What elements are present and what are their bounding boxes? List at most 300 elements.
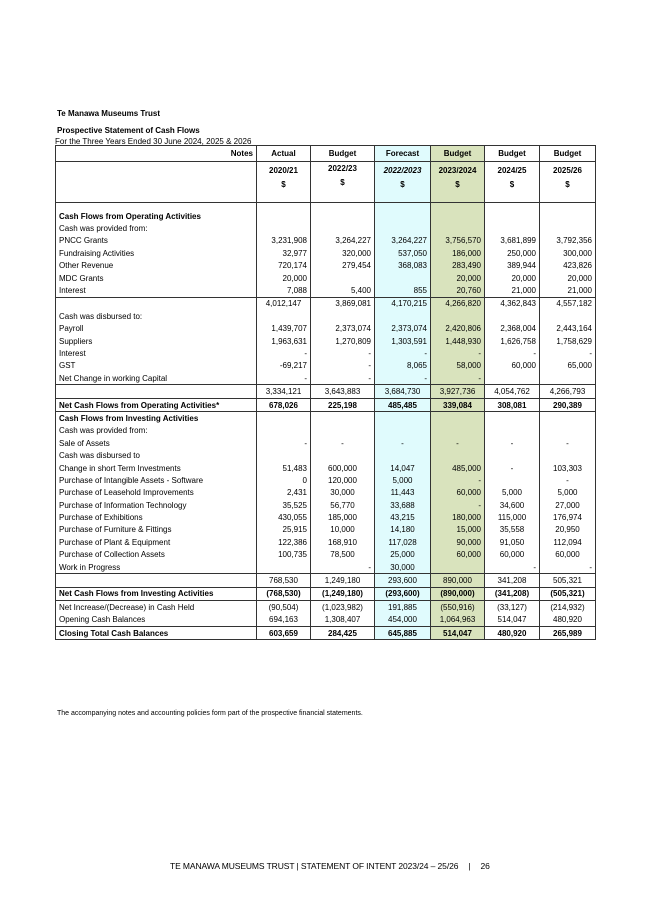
table-row-op-net (56, 398, 596, 411)
value-cell: - (431, 499, 485, 511)
value-cell: - (540, 347, 596, 359)
row-label: Purchase of Intangible Assets - Software (56, 474, 257, 486)
value-cell: 283,490 (431, 260, 485, 272)
value-cell: 30,000 (375, 561, 431, 574)
value-cell: 3,869,081 (311, 297, 375, 310)
row-label: Net Cash Flows from Operating Activities* (56, 398, 257, 411)
value-cell: 14,047 (375, 462, 431, 474)
value-cell: 35,525 (257, 499, 311, 511)
row-label: PNCC Grants (56, 235, 257, 247)
row-label (56, 297, 257, 310)
value-cell: 1,303,591 (375, 335, 431, 347)
value-cell: 103,303 (540, 462, 596, 474)
table-row-furniture (56, 524, 596, 536)
value-cell: 60,000 (431, 487, 485, 499)
row-label: Interest (56, 284, 257, 297)
value-cell: 4,266,820 (431, 297, 485, 310)
value-cell: 4,054,762 (485, 385, 540, 398)
table-row-fundraising (56, 247, 596, 259)
value-cell: 694,163 (257, 614, 311, 627)
table-row-op-in-total (56, 297, 596, 310)
value-cell: 65,000 (540, 360, 596, 372)
value-cell: 3,681,899 (485, 235, 540, 247)
value-cell: 2,443,164 (540, 323, 596, 335)
row-label: Purchase of Plant & Equipment (56, 536, 257, 548)
table-row-pncc (56, 235, 596, 247)
value-cell: 33,688 (375, 499, 431, 511)
value-cell: 3,792,356 (540, 235, 596, 247)
value-cell: 855 (375, 284, 431, 297)
value-cell: 480,920 (485, 626, 540, 639)
value-cell: 25,915 (257, 524, 311, 536)
empty-cell (485, 425, 540, 437)
value-cell: 185,000 (311, 511, 375, 523)
value-cell: 3,927,736 (431, 385, 485, 398)
value-cell: (1,249,180) (311, 587, 375, 600)
value-cell: 8,065 (375, 360, 431, 372)
row-label: Purchase of Information Technology (56, 499, 257, 511)
value-cell (375, 272, 431, 284)
value-cell: 645,885 (375, 626, 431, 639)
value-cell: (768,530) (257, 587, 311, 600)
empty-cell (431, 222, 485, 234)
empty-cell (540, 412, 596, 425)
value-cell: - (485, 462, 540, 474)
value-cell: 600,000 (311, 462, 375, 474)
value-cell: 4,266,793 (540, 385, 596, 398)
spacer-cell (431, 203, 485, 211)
row-label: Net Change in working Capital (56, 372, 257, 385)
empty-cell (375, 222, 431, 234)
row-label: Opening Cash Balances (56, 614, 257, 627)
value-cell: 32,977 (257, 247, 311, 259)
value-cell: - (311, 437, 375, 449)
table-row-wip (56, 561, 596, 574)
empty-cell (311, 425, 375, 437)
empty-cell (257, 449, 311, 461)
value-cell: 3,643,883 (311, 385, 375, 398)
row-label: Payroll (56, 323, 257, 335)
table-row-other-rev (56, 260, 596, 272)
section-heading-row (56, 449, 596, 461)
value-cell: - (311, 347, 375, 359)
spacer-cell (540, 203, 596, 211)
value-cell: (33,127) (485, 601, 540, 614)
spacer-cell (375, 203, 431, 211)
col-type-forecast: Forecast (375, 146, 431, 162)
value-cell (485, 474, 540, 486)
section-heading-row (56, 222, 596, 234)
value-cell: - (311, 360, 375, 372)
empty-cell (311, 449, 375, 461)
value-cell: - (540, 561, 596, 574)
value-cell: 180,000 (431, 511, 485, 523)
value-cell: 10,000 (311, 524, 375, 536)
value-cell: 505,321 (540, 574, 596, 587)
value-cell: (505,321) (540, 587, 596, 600)
period-subtitle: For the Three Years Ended 30 June 2024, 2025 & 2026 (55, 137, 252, 146)
value-cell: 5,000 (375, 474, 431, 486)
empty-cell (375, 412, 431, 425)
section-heading: Cash was provided from: (56, 222, 257, 234)
section-heading: Cash was disbursed to: (56, 310, 257, 322)
col-type-budget-2526: Budget (540, 146, 596, 162)
value-cell: - (485, 561, 540, 574)
col-type-actual: Actual (257, 146, 311, 162)
empty-cell (485, 449, 540, 461)
value-cell: 58,000 (431, 360, 485, 372)
value-cell: 20,950 (540, 524, 596, 536)
value-cell: 7,088 (257, 284, 311, 297)
value-cell: 603,659 (257, 626, 311, 639)
empty-cell (431, 310, 485, 322)
row-label: Fundraising Activities (56, 247, 257, 259)
page-footer (170, 861, 490, 871)
value-cell: 117,028 (375, 536, 431, 548)
value-cell: 1,308,407 (311, 614, 375, 627)
value-cell: 35,558 (485, 524, 540, 536)
value-cell: 1,963,631 (257, 335, 311, 347)
cash-flow-table (55, 145, 596, 640)
value-cell: 514,047 (431, 626, 485, 639)
value-cell: -69,217 (257, 360, 311, 372)
spacer-row (56, 203, 596, 211)
table-row-op-out-total (56, 385, 596, 398)
row-label: Work in Progress (56, 561, 257, 574)
header-row-type (56, 146, 596, 162)
value-cell: 120,000 (311, 474, 375, 486)
table-row-inv-net (56, 587, 596, 600)
value-cell: 30,000 (311, 487, 375, 499)
row-label: Net Cash Flows from Investing Activities (56, 587, 257, 600)
value-cell: 25,000 (375, 549, 431, 561)
value-cell: - (375, 372, 431, 385)
value-cell: 21,000 (540, 284, 596, 297)
value-cell: - (431, 347, 485, 359)
empty-cell (431, 412, 485, 425)
row-label (56, 574, 257, 587)
value-cell: 60,000 (485, 360, 540, 372)
empty-cell (485, 222, 540, 234)
table-row-payroll (56, 323, 596, 335)
notes-blank (56, 162, 257, 203)
value-cell: 4,170,215 (375, 297, 431, 310)
empty-cell (257, 310, 311, 322)
col-year-budget-2223: 2022/23 $ (311, 162, 375, 203)
value-cell: 423,826 (540, 260, 596, 272)
value-cell: - (257, 437, 311, 449)
value-cell: (90,504) (257, 601, 311, 614)
value-cell: 265,989 (540, 626, 596, 639)
empty-cell (375, 310, 431, 322)
row-label (56, 385, 257, 398)
table-row-wc (56, 372, 596, 385)
col-year-budget-2526: 2025/26 $ (540, 162, 596, 203)
col-year-budget-2425: 2024/25 $ (485, 162, 540, 203)
value-cell: 225,198 (311, 398, 375, 411)
value-cell: - (311, 372, 375, 385)
section-heading-row (56, 425, 596, 437)
table-row-interest-in (56, 284, 596, 297)
value-cell: 290,389 (540, 398, 596, 411)
value-cell: 1,448,930 (431, 335, 485, 347)
footnote: The accompanying notes and accounting policies form part of the prospective financial statements. (57, 710, 363, 717)
section-heading-row (56, 412, 596, 425)
value-cell (540, 372, 596, 385)
table-row-closing (56, 626, 596, 639)
value-cell: - (375, 437, 431, 449)
table-row-interest-out (56, 347, 596, 359)
col-year-actual: 2020/21 $ (257, 162, 311, 203)
value-cell: - (485, 437, 540, 449)
value-cell: 1,064,963 (431, 614, 485, 627)
empty-cell (257, 425, 311, 437)
row-label: Purchase of Leasehold Improvements (56, 487, 257, 499)
value-cell: (550,916) (431, 601, 485, 614)
table-row-inv-total (56, 574, 596, 587)
value-cell: 90,000 (431, 536, 485, 548)
row-label: MDC Grants (56, 272, 257, 284)
row-label: Closing Total Cash Balances (56, 626, 257, 639)
value-cell: 60,000 (540, 549, 596, 561)
value-cell: 4,012,147 (257, 297, 311, 310)
value-cell: 300,000 (540, 247, 596, 259)
empty-cell (431, 449, 485, 461)
empty-cell (311, 222, 375, 234)
empty-cell (257, 222, 311, 234)
value-cell: 51,483 (257, 462, 311, 474)
col-year-budget-2324: 2023/2024 $ (431, 162, 485, 203)
value-cell: 3,684,730 (375, 385, 431, 398)
section-heading: Cash was provided from: (56, 425, 257, 437)
col-type-budget-2425: Budget (485, 146, 540, 162)
value-cell: 56,770 (311, 499, 375, 511)
value-cell: - (485, 347, 540, 359)
footer-text: TE MANAWA MUSEUMS TRUST | STATEMENT OF INTENT 2023/24 – 25/26 (170, 861, 459, 871)
row-label: Purchase of Exhibitions (56, 511, 257, 523)
value-cell: 389,944 (485, 260, 540, 272)
value-cell: 91,050 (485, 536, 540, 548)
table-row-gst (56, 360, 596, 372)
value-cell: 4,362,843 (485, 297, 540, 310)
page-number: 26 (480, 861, 490, 871)
value-cell: 21,000 (485, 284, 540, 297)
value-cell: 34,600 (485, 499, 540, 511)
value-cell: 485,485 (375, 398, 431, 411)
value-cell: 284,425 (311, 626, 375, 639)
value-cell: 60,000 (431, 549, 485, 561)
table-row-sale-assets (56, 437, 596, 449)
value-cell: - (431, 474, 485, 486)
empty-cell (540, 210, 596, 222)
empty-cell (540, 449, 596, 461)
col-type-budget-2324: Budget (431, 146, 485, 162)
row-label: Interest (56, 347, 257, 359)
value-cell: 1,270,809 (311, 335, 375, 347)
value-cell: 720,174 (257, 260, 311, 272)
value-cell: 250,000 (485, 247, 540, 259)
table-row-mdc (56, 272, 596, 284)
row-label: GST (56, 360, 257, 372)
empty-cell (431, 425, 485, 437)
value-cell: 5,000 (540, 487, 596, 499)
value-cell: 339,084 (431, 398, 485, 411)
table-row-collection (56, 549, 596, 561)
value-cell: 20,000 (540, 272, 596, 284)
value-cell: 176,974 (540, 511, 596, 523)
value-cell: 308,081 (485, 398, 540, 411)
value-cell: 2,420,806 (431, 323, 485, 335)
col-type-budget-2223: Budget (311, 146, 375, 162)
value-cell: - (540, 437, 596, 449)
value-cell: 293,600 (375, 574, 431, 587)
value-cell: 100,735 (257, 549, 311, 561)
empty-cell (311, 412, 375, 425)
value-cell: - (257, 347, 311, 359)
value-cell (311, 272, 375, 284)
header-row-year (56, 162, 596, 203)
value-cell: 186,000 (431, 247, 485, 259)
table-row-suppliers (56, 335, 596, 347)
value-cell: 1,758,629 (540, 335, 596, 347)
empty-cell (540, 310, 596, 322)
row-label: Purchase of Furniture & Fittings (56, 524, 257, 536)
value-cell: 191,885 (375, 601, 431, 614)
value-cell: 1,249,180 (311, 574, 375, 587)
value-cell: 5,000 (485, 487, 540, 499)
value-cell: 480,920 (540, 614, 596, 627)
empty-cell (257, 210, 311, 222)
table-row-net-change (56, 601, 596, 614)
value-cell: 2,431 (257, 487, 311, 499)
row-label: Sale of Assets (56, 437, 257, 449)
row-label: Purchase of Collection Assets (56, 549, 257, 561)
section-heading: Cash Flows from Operating Activities (56, 210, 257, 222)
value-cell: 2,368,004 (485, 323, 540, 335)
value-cell: 14,180 (375, 524, 431, 536)
value-cell: 78,500 (311, 549, 375, 561)
value-cell: 20,000 (431, 272, 485, 284)
table-row-st-invest (56, 462, 596, 474)
empty-cell (311, 210, 375, 222)
empty-cell (485, 310, 540, 322)
value-cell: 112,094 (540, 536, 596, 548)
empty-cell (540, 425, 596, 437)
value-cell: 20,000 (485, 272, 540, 284)
value-cell: 768,530 (257, 574, 311, 587)
value-cell: (214,932) (540, 601, 596, 614)
value-cell (431, 561, 485, 574)
value-cell: 122,386 (257, 536, 311, 548)
empty-cell (311, 310, 375, 322)
value-cell: 1,626,758 (485, 335, 540, 347)
value-cell: 2,373,074 (311, 323, 375, 335)
table-row-exhibitions (56, 511, 596, 523)
empty-cell (257, 412, 311, 425)
value-cell: (890,000) (431, 587, 485, 600)
value-cell: - (375, 347, 431, 359)
value-cell: 43,215 (375, 511, 431, 523)
row-label: Net Increase/(Decrease) in Cash Held (56, 601, 257, 614)
col-year-forecast: 2022/2023 $ (375, 162, 431, 203)
value-cell: 5,400 (311, 284, 375, 297)
value-cell: (293,600) (375, 587, 431, 600)
value-cell: 15,000 (431, 524, 485, 536)
row-label: Suppliers (56, 335, 257, 347)
value-cell: 2,373,074 (375, 323, 431, 335)
value-cell: 514,047 (485, 614, 540, 627)
section-heading-row (56, 310, 596, 322)
value-cell: 60,000 (485, 549, 540, 561)
value-cell: - (311, 561, 375, 574)
value-cell: 0 (257, 474, 311, 486)
row-label: Change in short Term Investments (56, 462, 257, 474)
value-cell: 1,439,707 (257, 323, 311, 335)
value-cell: 11,443 (375, 487, 431, 499)
value-cell: 279,454 (311, 260, 375, 272)
value-cell: 4,557,182 (540, 297, 596, 310)
value-cell: 27,000 (540, 499, 596, 511)
section-heading: Cash was disbursed to (56, 449, 257, 461)
value-cell: 20,000 (257, 272, 311, 284)
notes-header: Notes (56, 146, 257, 162)
value-cell: 20,760 (431, 284, 485, 297)
value-cell: - (257, 372, 311, 385)
empty-cell (540, 222, 596, 234)
empty-cell (375, 449, 431, 461)
empty-cell (375, 425, 431, 437)
table-row-it (56, 499, 596, 511)
org-title: Te Manawa Museums Trust (57, 109, 160, 118)
value-cell: - (431, 372, 485, 385)
value-cell: 168,910 (311, 536, 375, 548)
value-cell: 430,055 (257, 511, 311, 523)
empty-cell (485, 412, 540, 425)
spacer-cell (311, 203, 375, 211)
value-cell: - (540, 474, 596, 486)
value-cell: 3,756,570 (431, 235, 485, 247)
value-cell: - (431, 437, 485, 449)
value-cell (485, 372, 540, 385)
section-heading: Cash Flows from Investing Activities (56, 412, 257, 425)
table-row-opening (56, 614, 596, 627)
table-row-intangible (56, 474, 596, 486)
table-row-leasehold (56, 487, 596, 499)
value-cell: 3,334,121 (257, 385, 311, 398)
value-cell: 368,083 (375, 260, 431, 272)
value-cell: 3,264,227 (311, 235, 375, 247)
value-cell: 341,208 (485, 574, 540, 587)
value-cell (257, 561, 311, 574)
value-cell: (341,208) (485, 587, 540, 600)
empty-cell (375, 210, 431, 222)
value-cell: 3,231,908 (257, 235, 311, 247)
value-cell: 320,000 (311, 247, 375, 259)
value-cell: 115,000 (485, 511, 540, 523)
footer-separator: | (468, 861, 471, 871)
value-cell: 537,050 (375, 247, 431, 259)
statement-title: Prospective Statement of Cash Flows (57, 126, 200, 135)
value-cell: 454,000 (375, 614, 431, 627)
empty-cell (431, 210, 485, 222)
value-cell: 485,000 (431, 462, 485, 474)
value-cell: 678,026 (257, 398, 311, 411)
spacer-cell (257, 203, 311, 211)
section-heading-row (56, 210, 596, 222)
spacer-cell (56, 203, 257, 211)
value-cell: 3,264,227 (375, 235, 431, 247)
value-cell: (1,023,982) (311, 601, 375, 614)
